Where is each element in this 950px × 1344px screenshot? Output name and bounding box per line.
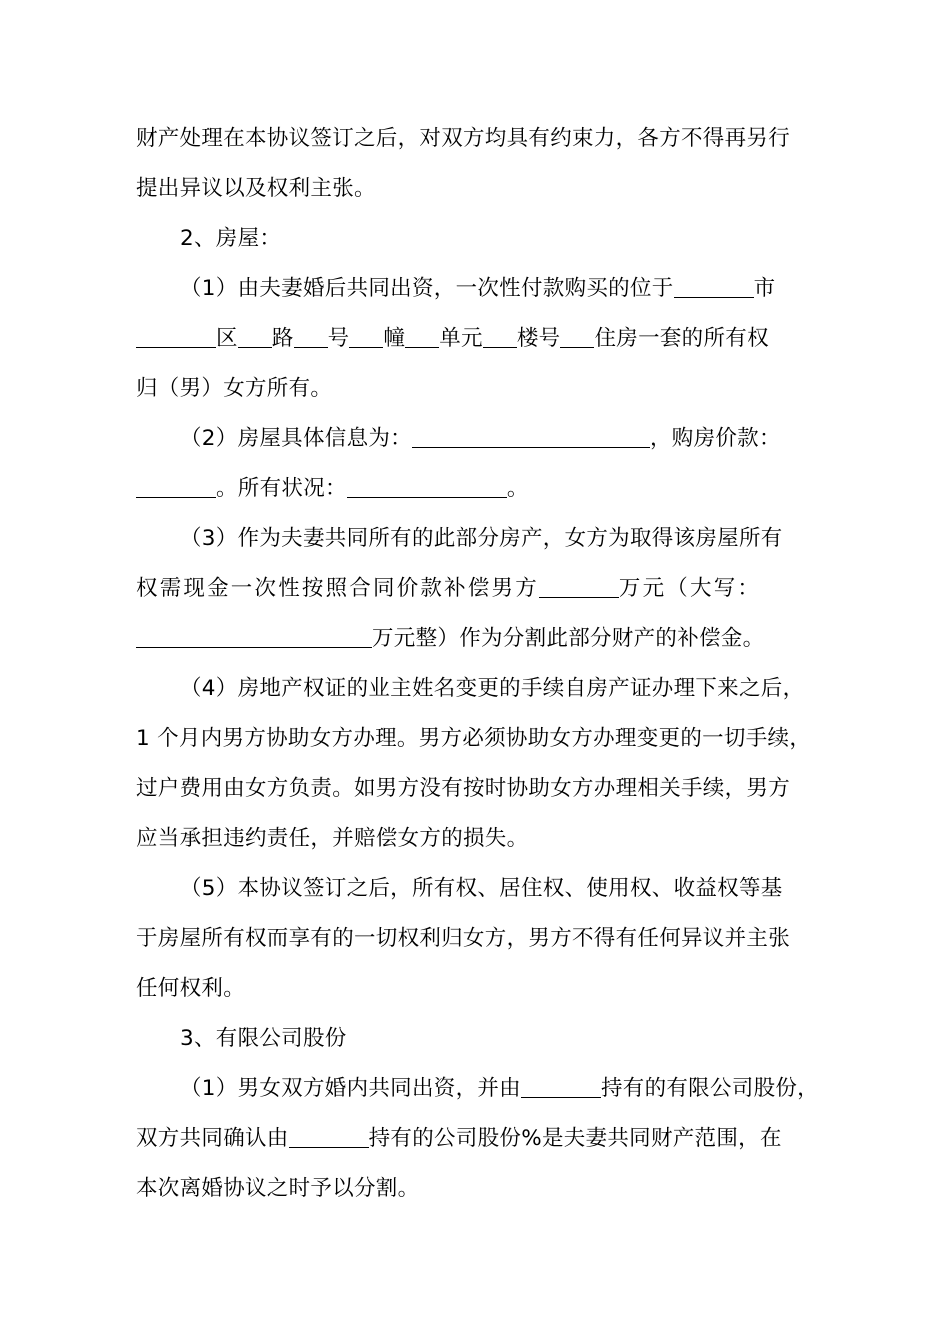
blank-room[interactable]	[560, 325, 594, 348]
section-heading	[180, 1024, 870, 1054]
paragraph-line	[136, 574, 826, 604]
paragraph-line	[180, 874, 870, 904]
text: 幢	[383, 326, 406, 351]
text: 持有的公司股份%是夫妻共同财产范围，在	[368, 1126, 782, 1151]
paragraph-line	[136, 174, 826, 204]
text: 持有的有限公司股份，	[600, 1076, 819, 1101]
text: 。	[506, 476, 529, 501]
blank-floor[interactable]	[483, 325, 517, 348]
text: 应当承担违约责任，并赔偿女方的损失。	[136, 826, 529, 851]
text: 任何权利。	[136, 976, 246, 1001]
text: 万元（大写：	[618, 576, 762, 601]
text: 区	[216, 326, 238, 351]
text: 过户费用由女方负责。如男方没有按时协助女方办理相关手续，男方	[136, 776, 791, 801]
paragraph-line	[180, 674, 870, 704]
text: 1 个月内男方协助女方办理。男方必须协助女方办理变更的一切手续，	[136, 726, 812, 751]
blank-ownership-status[interactable]	[347, 475, 507, 498]
blank-price[interactable]	[136, 475, 216, 498]
paragraph-line	[136, 1124, 826, 1154]
section-heading	[180, 224, 870, 254]
paragraph-line	[180, 524, 870, 554]
heading-text: 2、房屋：	[180, 226, 282, 251]
text: 财产处理在本协议签订之后，对双方均具有约束力，各方不得再另行	[136, 126, 791, 151]
text: 单元	[439, 326, 483, 351]
paragraph-line	[136, 1174, 826, 1204]
blank-road[interactable]	[238, 325, 272, 348]
blank-share-holder-2[interactable]	[289, 1125, 369, 1148]
blank-building[interactable]	[349, 325, 383, 348]
text: 市	[753, 276, 776, 301]
paragraph-line	[136, 324, 826, 354]
text: 号	[327, 326, 350, 351]
paragraph-line	[136, 374, 826, 404]
text: （4）房地产权证的业主姓名变更的手续自房产证办理下来之后，	[180, 676, 805, 701]
paragraph-line	[136, 974, 826, 1004]
paragraph-line	[136, 624, 826, 654]
text: 归（男）女方所有。	[136, 376, 333, 401]
paragraph-line	[136, 924, 826, 954]
blank-number[interactable]	[294, 325, 328, 348]
blank-compensation-amount[interactable]	[539, 575, 619, 598]
text: 住房一套的所有权	[594, 326, 769, 351]
paragraph-line	[136, 124, 826, 154]
paragraph-line	[136, 474, 826, 504]
paragraph-line	[180, 274, 870, 304]
paragraph-line	[180, 1074, 870, 1104]
text: ，购房价款：	[649, 426, 781, 451]
text: 于房屋所有权而享有的一切权利归女方，男方不得有任何异议并主张	[136, 926, 791, 951]
paragraph-line	[136, 774, 826, 804]
heading-text: 3、有限公司股份	[180, 1026, 347, 1051]
text: 。所有状况：	[216, 476, 347, 501]
text: 权需现金一次性按照合同价款补偿男方	[136, 576, 539, 601]
paragraph-line	[136, 724, 826, 754]
text: 万元整）作为分割此部分财产的补偿金。	[372, 626, 765, 651]
blank-city[interactable]	[674, 275, 754, 298]
text: （2）房屋具体信息为：	[180, 426, 412, 451]
text: 路	[271, 326, 294, 351]
blank-unit[interactable]	[405, 325, 439, 348]
paragraph-line	[180, 424, 870, 454]
blank-shareholder[interactable]	[521, 1075, 601, 1098]
blank-house-info[interactable]	[412, 425, 650, 448]
text: （5）本协议签订之后，所有权、居住权、使用权、收益权等基	[180, 876, 783, 901]
text: 双方共同确认由	[136, 1126, 289, 1151]
blank-district[interactable]	[136, 325, 216, 348]
text: （1）男女双方婚内共同出资，并由	[180, 1076, 521, 1101]
text: （3）作为夫妻共同所有的此部分房产，女方为取得该房屋所有	[180, 526, 783, 551]
text: 本次离婚协议之时予以分割。	[136, 1176, 420, 1201]
text: 提出异议以及权利主张。	[136, 176, 376, 201]
blank-compensation-words[interactable]	[136, 625, 372, 648]
text: （1）由夫妻婚后共同出资，一次性付款购买的位于	[180, 276, 674, 301]
paragraph-line	[136, 824, 826, 854]
text: 楼号	[516, 326, 561, 351]
